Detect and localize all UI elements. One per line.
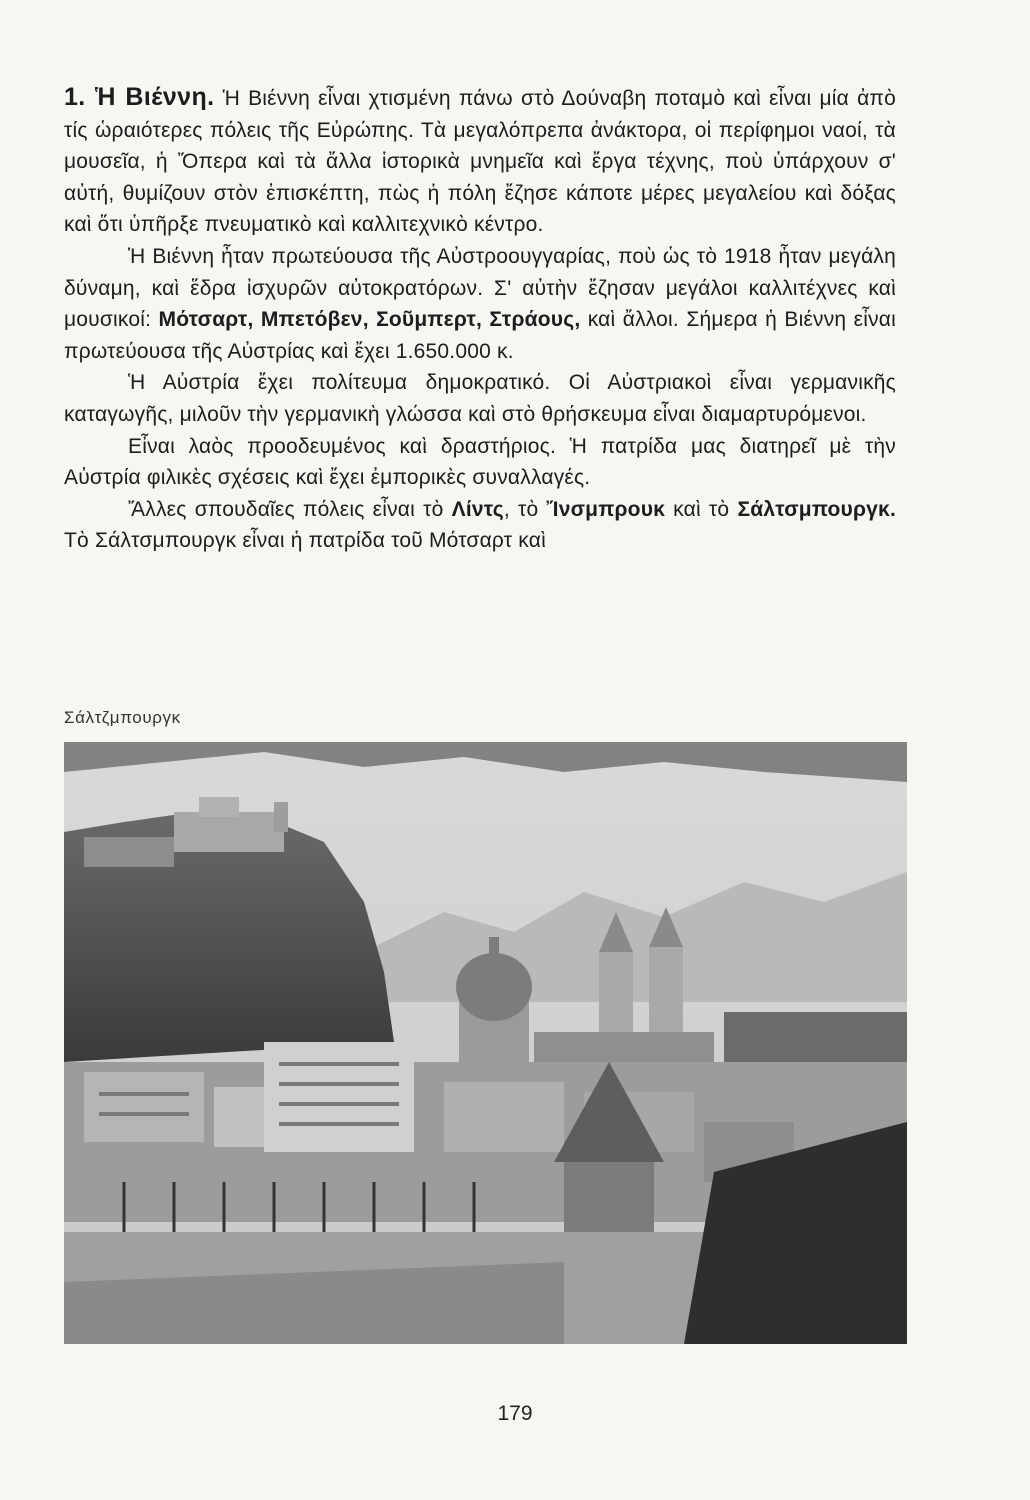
paragraph-1-text: Ἡ Βιέννη εἶναι χτισμένη πάνω στὸ Δούναβη ποταμὸ καὶ εἶναι μία ἀπὸ τίς ὡραιότερες πόλεις τῆς Εὐρώπης. Τὰ μεγαλόπρεπα ἀνάκτορα, οἱ περίφημοι ναοί, τὰ μουσεῖα, ἡ Ὄπερα καὶ τὰ ἄλλα ἱστορικὰ μνημεῖα καὶ ἔργα τέχνης, ποὺ ὑπάρχουν σ' αὐτή, θυμίζουν στὸν ἐπισκέπτη, πὼς ἡ πόλη ἔζησε κάποτε μέρες μεγαλείου καὶ δόξας καὶ ὅτι ὑπῆρξε πνευματικὸ καὶ καλλιτεχνικὸ κέντρο. [64,87,896,237]
paragraph-2-text-a: Ἡ Βιέννη ἦταν πρωτεύουσα τῆς Αὐστροουγγαρίας, ποὺ ὡς τὸ 1918 ἦταν μεγάλη δύναμη, καὶ ἕδρα ἰσχυρῶν αὐτοκρατόρων. Σ' αὐτὴν ἔζησαν μεγάλοι καλλιτέχνες καὶ μουσικοί: [64,244,896,332]
city-linz: Λίντς [451,497,504,521]
paragraph-5-text-a: Ἄλλες σπουδαῖες πόλεις εἶναι τὸ [128,497,452,521]
paragraph-5-text-d: Τὸ Σάλτσμπουργκ εἶναι ἡ πατρίδα τοῦ Μότσαρτ καὶ [64,529,546,553]
paragraph-2-text-b: καὶ ἄλλοι. Σήμερα ἡ Βιέννη εἶναι πρωτεύουσα τῆς Αὐστρίας καὶ ἔχει 1.650.000 κ. [64,308,896,363]
paragraph-1 [64,82,896,241]
city-salzburg: Σάλτσμπουργκ. [737,497,896,521]
composers-names: Μότσαρτ, Μπετόβεν, Σοῦμπερτ, Στράους, [158,308,581,332]
city-innsbruck: Ἴνσμπρουκ [546,497,666,521]
paragraph-4: Εἶναι λαὸς προοδευμένος καὶ δραστήριος. Ἡ πατρίδα μας διατηρεῖ μὲ τὴν Αὐστρία φιλικὲς σχέσεις καὶ ἔχει ἐμπορικὲς συναλλαγές. [64,434,896,490]
body-text [64,82,896,557]
salzburg-photo [64,742,907,1344]
paragraph-5-text-c: καὶ τὸ [665,497,738,521]
photo-caption: Σάλτζμπουργκ [64,708,181,727]
page-number: 179 [497,1402,533,1425]
salzburg-photo-illustration [64,742,907,1344]
paragraph-5-text-b: , τὸ [503,497,547,521]
paragraph-5 [64,494,896,557]
paragraph-2 [64,241,896,367]
paragraph-3: Ἡ Αὐστρία ἔχει πολίτευμα δημοκρατικό. Οἱ Αὐστριακοὶ εἶναι γερμανικῆς καταγωγῆς, μιλοῦν τὴν γερμανικὴ γλώσσα καὶ στὸ θρήσκευμα εἶναι διαμαρτυρόμενοι. [64,371,896,426]
section-heading: 1. Ἡ Βιέννη. [64,83,215,111]
